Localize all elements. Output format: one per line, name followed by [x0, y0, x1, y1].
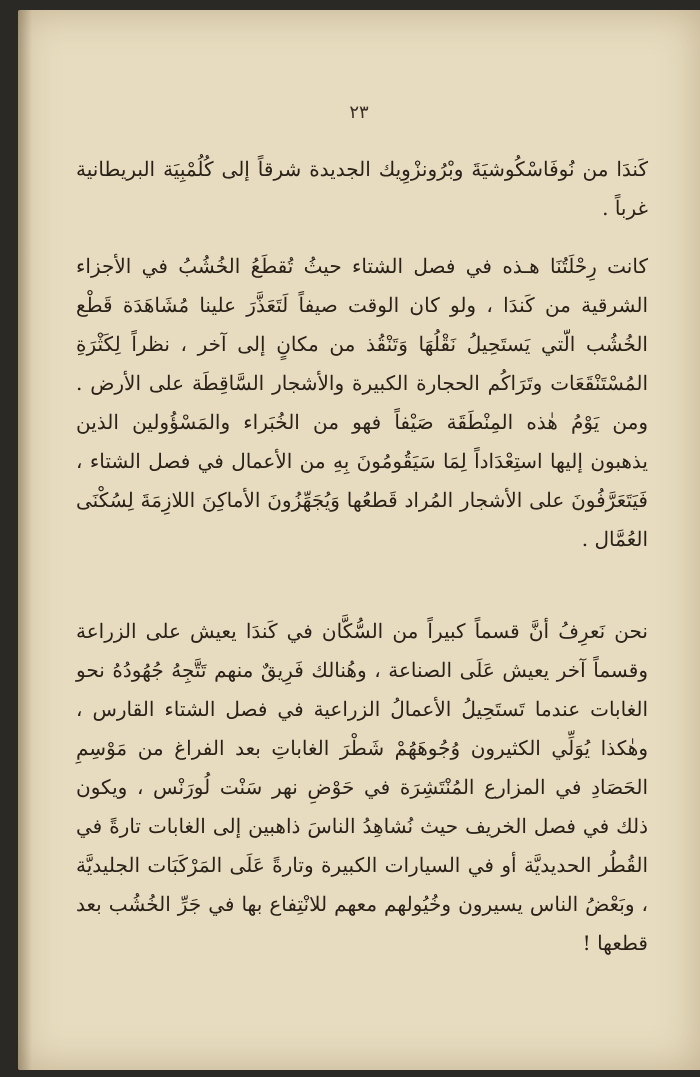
book-page — [18, 10, 700, 1070]
page-number: ٢٣ — [349, 102, 369, 123]
page-spine-shadow — [18, 10, 32, 1070]
paragraph-1: كَندَا من نُوفَاسْكُوشيَةَ وبْرُونزْوِيك الجديدة شرقاً إلى كُلُمْبِيَة البريطانية غرباً . — [76, 157, 648, 220]
paragraph-3: نحن نَعرِفُ أنَّ قسماً كبيراً من السُّكَّان في كَندَا يعيش على الزراعة وقسماً آخر يعيش عَلَى الصناعة ، وهُنالك فَرِيقٌ منهم تَتَّجِهُ جُهُودُهُ نحو الغابات عندما تَستَحِيلُ الأعمالُ الزراعية في فصل الشتاء القارس ، وهٰكذا يُوَلِّي الكثيرون وُجُوهَهُمْ شَطْرَ الغاباتِ بعد الفراغ من مَوْسِمِ الحَصَادِ في المزارع المُنْتَشِرَة في حَوْضِ نهر سَنْت لُورَنْس ، ويكون ذلك في فصل الخريف حيث نُشاهِدُ الناسَ ذاهبين إلى الغابات تارةً في القُطُر الحديديَّة أو في السيارات الكبيرة وتارةً عَلَى المَرْكَبَات الجليديَّة ، وبَعْضُ الناس يسيرون وخُيُولهم معهم للانْتِفاع بها في جَرِّ الخُشُب بعد قطعها ! — [76, 619, 648, 955]
paragraph-2: كانت رِحْلَتُنَا هـذه في فصل الشتاء حيثُ تُقطَعُ الخُشُبُ في الأجزاء الشرقية من كَندَا ، ولو كان الوقت صيفاً لَتَعَذَّرَ علينا مُشَاهَدَة قَطْع الخُشُب الّتي يَستَحِيلُ نَقْلُهَا وَتَنْقُذ من مكانٍ إلى آخر ، نظراً لِكَثْرَةِ المُسْتَنْقَعَات وتَرَاكُم الحجارة الكبيرة والأشجار السَّاقِطَة على الأرض . ومن يَوْمُ هٰذه المِنْطَقَة صَيْفاً فهو من الخُبَراء والمَسْؤُولين الذين يذهبون إليها استِعْدَاداً لِمَا سَيَقُومُونَ بِهِ من الأعمال في فصل الشتاء ، فَيَتَعَرَّفُونَ على الأشجار المُراد قَطعُها وَيُجَهِّزُونَ الأماكِنَ اللازِمَةَ لِسُكْنَى العُمَّال . — [76, 254, 648, 551]
